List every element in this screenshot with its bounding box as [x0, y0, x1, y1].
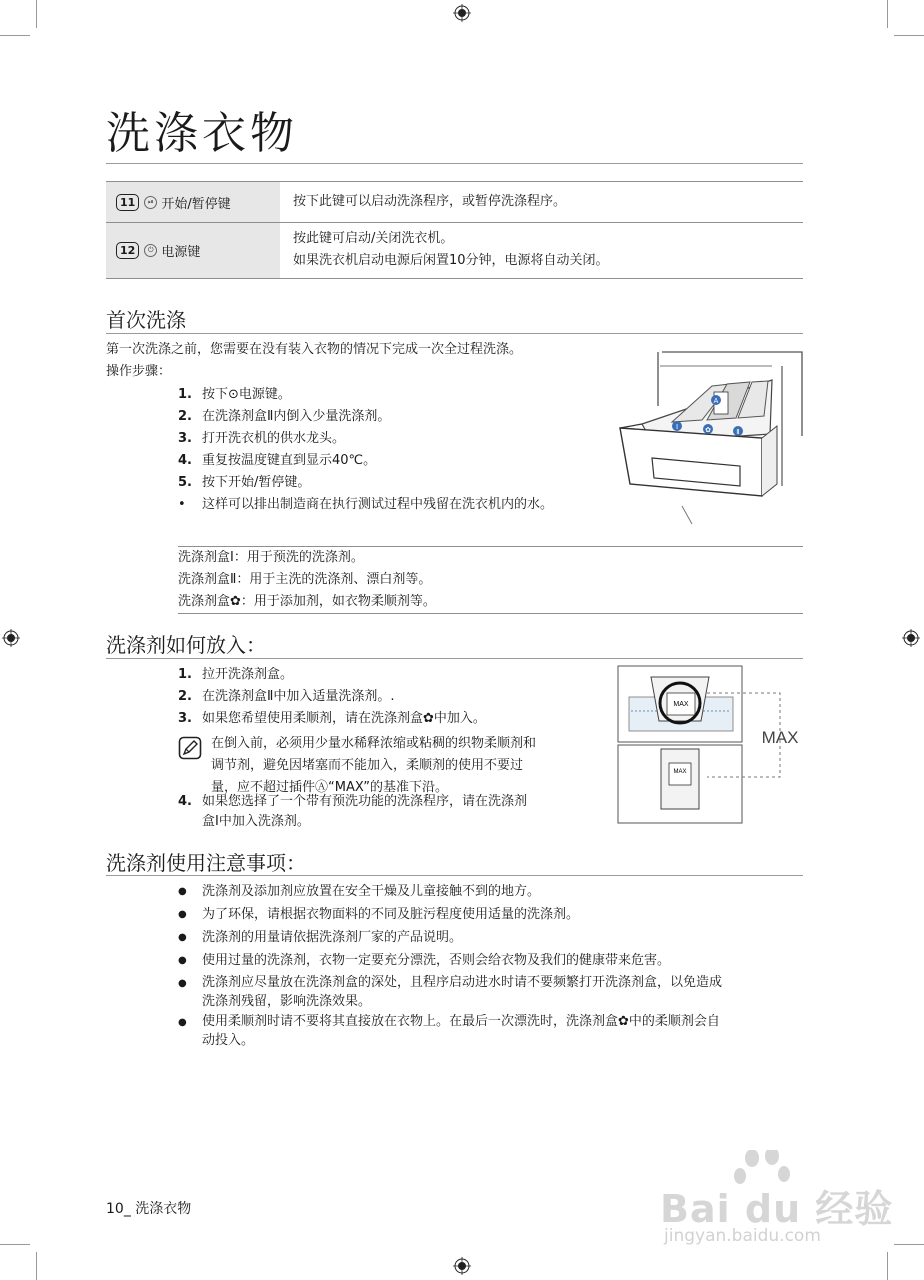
list-item: 4. 如果您选择了一个带有预洗功能的洗涤程序，请在洗涤剂 盒Ⅰ中加入洗涤剂。 — [178, 794, 528, 829]
list-item: ● 使用柔顺剂时请不要将其直接放在衣物上。在最后一次漂洗时，洗涤剂盒✿中的柔顺剂会自 动投入。 — [178, 1014, 720, 1048]
svg-text:✿: ✿ — [705, 427, 711, 434]
list-item: 1. 按下⊙电源键。 — [178, 387, 291, 402]
section-heading: 洗涤剂使用注意事项： — [106, 851, 306, 875]
section-heading: 洗涤剂如何放入： — [106, 633, 266, 657]
max-label: MAX — [761, 728, 799, 747]
button-description: 如果洗衣机启动电源后闲置10分钟，电源将自动关闭。 — [293, 253, 609, 268]
list-item: 1. 拉开洗涤剂盒。 — [178, 667, 294, 682]
button-name: 电源键 — [161, 245, 201, 260]
table-value-cell — [280, 223, 803, 278]
button-number-badge: 12 — [116, 242, 139, 259]
table-row — [106, 182, 803, 222]
buttons-table — [106, 181, 803, 279]
baidu-watermark — [660, 1150, 894, 1260]
list-item: 3. 如果您希望使用柔顺剂，请在洗涤剂盒✿中加入。 — [178, 711, 486, 726]
svg-text:Ⅰ: Ⅰ — [675, 424, 679, 431]
table-row — [106, 222, 803, 278]
list-item: 4. 重复按温度键直到显示40℃。 — [178, 453, 377, 468]
registration-mark-icon — [2, 629, 20, 647]
svg-text:Ⅱ: Ⅱ — [736, 429, 740, 436]
list-item: 5. 按下开始/暂停键。 — [178, 475, 311, 490]
steps-label: 操作步骤： — [106, 364, 172, 379]
registration-mark-icon — [453, 4, 471, 22]
crop-mark — [36, 0, 37, 28]
table-key-cell — [106, 223, 280, 278]
registration-mark-icon — [902, 629, 920, 647]
intro-text: 第一次洗涤之前，您需要在没有装入衣物的情况下完成一次全过程洗涤。 — [106, 342, 523, 357]
page-footer: 10_ 洗涤衣物 — [106, 1201, 192, 1217]
list-item: 2. 在洗涤剂盒Ⅱ内倒入少量洗涤剂。 — [178, 409, 391, 424]
compartment-description: 洗涤剂盒Ⅰ：用于预洗的洗涤剂。 — [178, 550, 364, 565]
table-key-cell — [106, 182, 280, 222]
button-description: 按此键可启动/关闭洗衣机。 — [293, 231, 454, 246]
crop-mark — [0, 35, 30, 36]
svg-text:A: A — [713, 398, 719, 405]
section-divider — [106, 658, 803, 659]
crop-mark — [887, 0, 888, 28]
watermark-brand: Bai du 经验 — [660, 1187, 894, 1231]
list-item: • 这样可以排出制造商在执行测试过程中残留在洗衣机内的水。 — [178, 497, 554, 512]
note-pencil-icon — [178, 736, 202, 760]
note-text: 在倒入前，必须用少量水稀释浓缩或粘稠的织物柔顺剂和 调节剂，避免因堵塞而不能加入，柔顺剂的使用不要过 量，应不超过插件Ⓐ“MAX”的基准下沿。 — [211, 736, 537, 795]
list-item: ● 洗涤剂及添加剂应放置在安全干燥及儿童接触不到的地方。 — [178, 884, 541, 899]
crop-mark — [0, 1244, 30, 1245]
page-title: 洗涤衣物 — [106, 108, 298, 159]
list-item: ● 洗涤剂的用量请依据洗涤剂厂家的产品说明。 — [178, 930, 463, 945]
button-name: 开始/暂停键 — [161, 196, 231, 212]
first-wash-steps — [178, 384, 553, 516]
play-pause-icon: ⏯ — [144, 196, 157, 209]
table-value-cell — [280, 182, 803, 222]
section-divider — [106, 333, 803, 334]
precautions-list — [178, 881, 803, 1050]
section-divider — [106, 875, 803, 876]
list-item: 2. 在洗涤剂盒Ⅱ中加入适量洗涤剂。. — [178, 689, 395, 704]
button-description: 按下此键可以启动洗涤程序，或暂停洗涤程序。 — [293, 194, 567, 209]
crop-mark — [894, 1244, 924, 1245]
how-to-add-steps — [178, 664, 486, 730]
power-icon: ⏻ — [144, 244, 157, 257]
max-level-illustration — [617, 665, 803, 825]
compartment-description: 洗涤剂盒Ⅱ：用于主洗的洗涤剂、漂白剂等。 — [178, 572, 432, 587]
max-small-label: MAX — [673, 769, 687, 775]
watermark-url: jingyan.baidu.com — [664, 1226, 821, 1246]
list-item: ● 使用过量的洗涤剂，衣物一定要充分漂洗，否则会给衣物及我们的健康带来危害。 — [178, 953, 671, 968]
compartments-note — [178, 546, 803, 614]
button-number-badge: 11 — [116, 194, 139, 211]
list-item: ● 洗涤剂应尽量放在洗涤剂盒的深处，且程序启动进水时请不要频繁打开洗涤剂盒，以免造成 洗涤剂残留，影响洗涤效果。 — [178, 975, 723, 1009]
crop-mark — [894, 35, 924, 36]
list-item: 3. 打开洗衣机的供水龙头。 — [178, 431, 346, 446]
title-divider — [106, 163, 803, 164]
max-small-label: MAX — [673, 701, 689, 708]
compartment-description: 洗涤剂盒✿：用于添加剂，如衣物柔顺剂等。 — [178, 594, 436, 609]
list-item: ● 为了环保，请根据衣物面料的不同及脏污程度使用适量的洗涤剂。 — [178, 907, 580, 922]
crop-mark — [887, 1252, 888, 1280]
registration-mark-icon — [453, 1257, 471, 1275]
crop-mark — [36, 1252, 37, 1280]
detergent-drawer-illustration — [612, 346, 804, 526]
section-heading: 首次洗涤 — [106, 308, 186, 332]
